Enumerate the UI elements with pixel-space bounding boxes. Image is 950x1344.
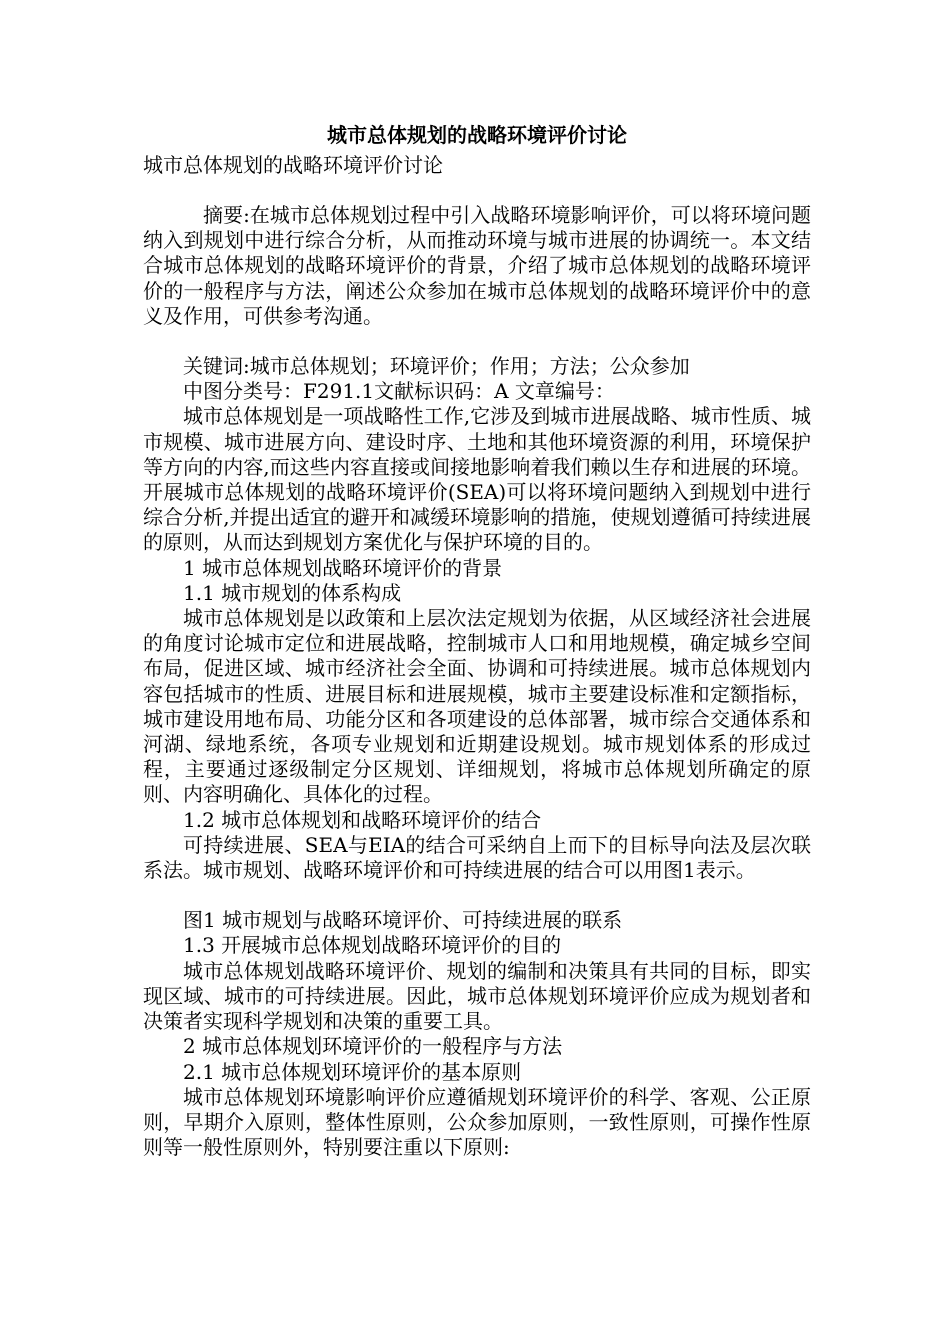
abstract-paragraph: 摘要:在城市总体规划过程中引入战略环境影响评价，可以将环境问题纳入到规划中进行综合分析，从而推动环境与城市进展的协调统一。本文结合城市总体规划的战略环境评价的背景，介绍了城市总体规划的战略环境评价的一般程序与方法，阐述公众参加在城市总体规划的战略环境评价中的意义及作用，可供参考沟通。 xyxy=(143,203,811,328)
subsection-heading: 2.1 城市总体规划环境评价的基本原则 xyxy=(183,1059,522,1084)
spacer xyxy=(143,883,811,908)
section-heading: 1 城市总体规划战略环境评价的背景 xyxy=(183,555,503,580)
body-paragraph: 城市总体规划环境影响评价应遵循规划环境评价的科学、客观、公正原则，早期介入原则，整体性原则，公众参加原则，一致性原则，可操作性原则等一般性原则外，特别要注重以下原则: xyxy=(143,1084,811,1160)
spacer xyxy=(143,178,811,203)
body-paragraph: 可持续进展、SEA与EIA的结合可采纳自上而下的目标导向法及层次联系法。城市规划、战略环境评价和可持续进展的结合可以用图1表示。 xyxy=(143,832,811,883)
document-page xyxy=(143,118,811,1160)
document-title: 城市总体规划的战略环境评价讨论 xyxy=(327,123,627,147)
body-paragraph: 城市总体规划是一项战略性工作,它涉及到城市进展战略、城市性质、城市规模、城市进展方向、建设时序、土地和其他环境资源的利用，环境保护等方向的内容,而这些内容直接或间接地影响着我们赖以生存和进展的环境。开展城市总体规划的战略环境评价(SEA)可以将环境问题纳入到规划中进行综合分析,并提出适宜的避开和减缓环境影响的措施，使规划遵循可持续进展的原则，从而达到规划方案优化与保护环境的目的。 xyxy=(143,404,811,555)
classification-line: 中图分类号：F291.1文献标识码：A 文章编号： xyxy=(183,379,615,404)
keywords-line: 关键词:城市总体规划；环境评价；作用；方法；公众参加 xyxy=(183,354,690,379)
subsection-heading: 1.2 城市总体规划和战略环境评价的结合 xyxy=(183,807,542,832)
section-heading: 2 城市总体规划环境评价的一般程序与方法 xyxy=(183,1034,563,1059)
subsection-heading: 1.1 城市规划的体系构成 xyxy=(183,580,402,605)
subsection-heading: 1.3 开展城市总体规划战略环境评价的目的 xyxy=(183,933,562,958)
body-paragraph: 城市总体规划是以政策和上层次法定规划为依据，从区域经济社会进展的角度讨论城市定位和进展战略，控制城市人口和用地规模，确定城乡空间布局，促进区域、城市经济社会全面、协调和可持续进展。城市总体规划内容包括城市的性质、进展目标和进展规模，城市主要建设标准和定额指标，城市建设用地布局、功能分区和各项建设的总体部署，城市综合交通体系和河湖、绿地系统，各项专业规划和近期建设规划。城市规划体系的形成过程，主要通过逐级制定分区规划、详细规划，将城市总体规划所确定的原则、内容明确化、具体化的过程。 xyxy=(143,606,811,807)
document-subtitle: 城市总体规划的战略环境评价讨论 xyxy=(143,153,443,177)
spacer xyxy=(143,329,811,354)
body-paragraph: 城市总体规划战略环境评价、规划的编制和决策具有共同的目标，即实现区域、城市的可持续进展。因此，城市总体规划环境评价应成为规划者和决策者实现科学规划和决策的重要工具。 xyxy=(143,958,811,1034)
figure-caption: 图1 城市规划与战略环境评价、可持续进展的联系 xyxy=(183,908,623,933)
